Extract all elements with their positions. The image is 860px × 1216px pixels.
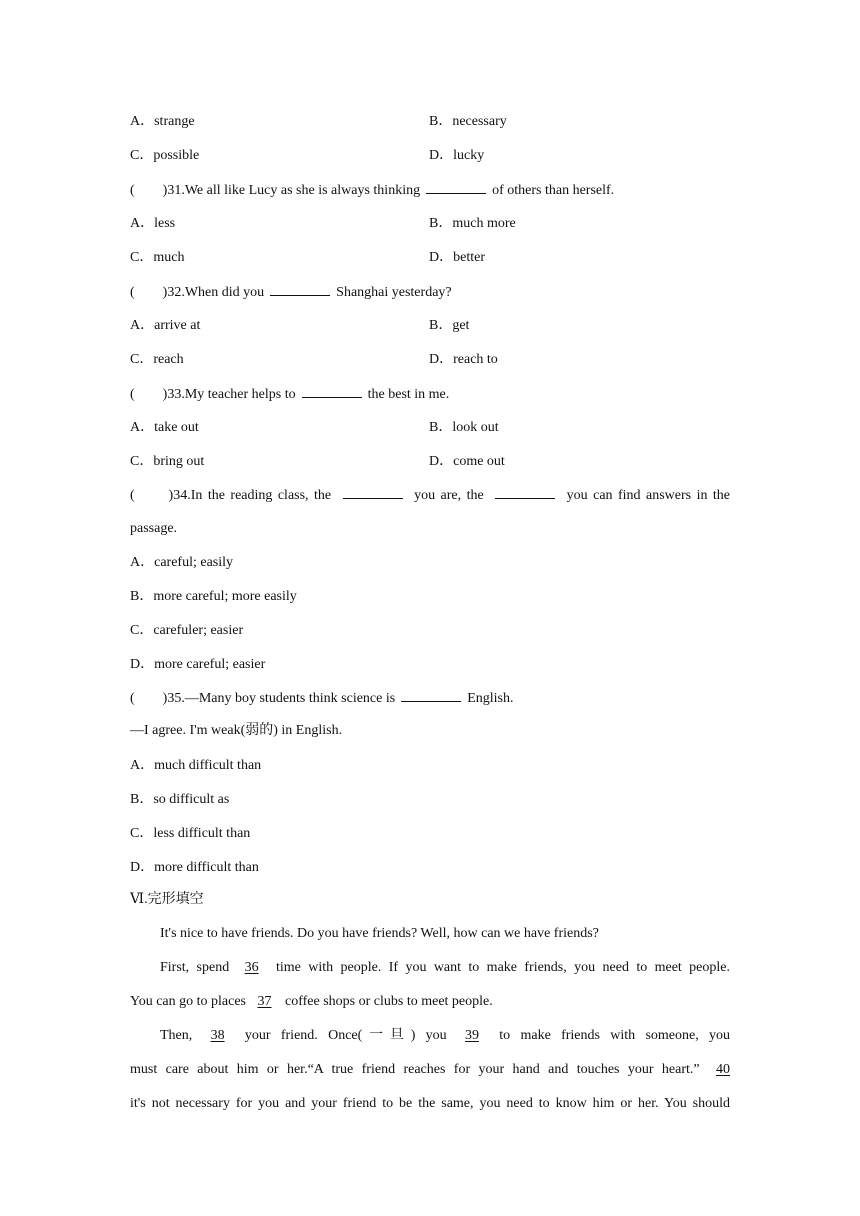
q35-stem-text-a: ( )35.—Many boy students think science is bbox=[130, 691, 396, 706]
q33-option-c[interactable]: C．bring out bbox=[130, 454, 205, 469]
q31-option-d[interactable]: D．better bbox=[429, 250, 485, 265]
cloze-text: must care about him or her.“A true friend reaches for your hand and touches your heart.” bbox=[130, 1062, 700, 1077]
q34-stem-text-b: you are, the bbox=[414, 488, 484, 503]
cloze-paragraph-1: It's nice to have friends. Do you have friends? Well, how can we have friends? bbox=[160, 926, 599, 941]
cloze-paragraph-2-line-2 bbox=[130, 993, 730, 1011]
q34-option-b[interactable]: B．more careful; more easily bbox=[130, 589, 297, 604]
cloze-blank-39[interactable]: 39 bbox=[464, 1028, 479, 1043]
q35-option-c[interactable]: C．less difficult than bbox=[130, 826, 251, 841]
q30-option-a[interactable]: A．strange bbox=[130, 114, 195, 129]
cloze-text: time with people. If you want to make friends, you need to meet people. bbox=[276, 960, 731, 975]
q31-stem bbox=[130, 181, 614, 200]
cloze-blank-37[interactable]: 37 bbox=[257, 994, 272, 1009]
answer-blank bbox=[270, 283, 330, 296]
cloze-blank-38[interactable]: 38 bbox=[210, 1028, 225, 1043]
q31-stem-text-b: of others than herself. bbox=[492, 183, 615, 198]
answer-blank bbox=[426, 181, 486, 194]
q34-stem-text-a: ( )34.In the reading class, the bbox=[130, 488, 332, 503]
q32-stem-text-b: Shanghai yesterday? bbox=[336, 285, 452, 300]
q31-option-b[interactable]: B．much more bbox=[429, 216, 516, 231]
q30-option-c[interactable]: C．possible bbox=[130, 148, 200, 163]
q35-option-d[interactable]: D．more difficult than bbox=[130, 860, 259, 875]
q33-stem-text-a: ( )33.My teacher helps to bbox=[130, 387, 296, 402]
q31-stem-text-a: ( )31.We all like Lucy as she is always thinking bbox=[130, 183, 421, 198]
q31-option-a[interactable]: A．less bbox=[130, 216, 176, 231]
cloze-text: to make friends with someone, you bbox=[499, 1028, 731, 1043]
answer-blank bbox=[343, 486, 403, 499]
cloze-paragraph-2-line-1 bbox=[130, 959, 730, 977]
q34-option-d[interactable]: D．more careful; easier bbox=[130, 657, 266, 672]
q35-stem bbox=[130, 689, 513, 708]
cloze-blank-36[interactable]: 36 bbox=[244, 960, 259, 975]
q34-option-c[interactable]: C．carefuler; easier bbox=[130, 623, 244, 638]
q35-option-a[interactable]: A．much difficult than bbox=[130, 758, 262, 773]
cloze-text: coffee shops or clubs to meet people. bbox=[285, 994, 493, 1009]
answer-blank bbox=[302, 385, 362, 398]
q32-option-c[interactable]: C．reach bbox=[130, 352, 184, 367]
q33-stem-text-b: the best in me. bbox=[367, 387, 450, 402]
answer-blank bbox=[495, 486, 555, 499]
q34-stem-text-c: you can find answers in the bbox=[566, 488, 731, 503]
q33-option-a[interactable]: A．take out bbox=[130, 420, 199, 435]
q33-stem bbox=[130, 385, 449, 404]
q32-option-b[interactable]: B．get bbox=[429, 318, 470, 333]
cloze-paragraph-3-line-2 bbox=[130, 1061, 730, 1079]
cloze-paragraph-3-line-1 bbox=[130, 1027, 730, 1045]
q35-stem-text-b: English. bbox=[467, 691, 514, 706]
answer-blank bbox=[401, 689, 461, 702]
cloze-text: your friend. Once(一旦) you bbox=[244, 1028, 447, 1043]
q30-option-d[interactable]: D．lucky bbox=[429, 148, 485, 163]
q35-reply: —I agree. I'm weak(弱的) in English. bbox=[130, 723, 343, 738]
cloze-paragraph-3-line-3: it's not necessary for you and your friend to be the same, you need to know him or her. You should bbox=[130, 1096, 730, 1111]
q30-option-b[interactable]: B．necessary bbox=[429, 114, 507, 129]
cloze-text: First, spend bbox=[160, 960, 230, 975]
q35-option-b[interactable]: B．so difficult as bbox=[130, 792, 230, 807]
q33-option-b[interactable]: B．look out bbox=[429, 420, 499, 435]
q32-option-a[interactable]: A．arrive at bbox=[130, 318, 201, 333]
q31-option-c[interactable]: C．much bbox=[130, 250, 185, 265]
q34-stem-continued: passage. bbox=[130, 521, 178, 536]
q32-stem bbox=[130, 283, 452, 302]
q32-stem-text-a: ( )32.When did you bbox=[130, 285, 265, 300]
cloze-blank-40[interactable]: 40 bbox=[716, 1062, 730, 1077]
q32-option-d[interactable]: D．reach to bbox=[429, 352, 498, 367]
section-heading: Ⅵ.完形填空 bbox=[130, 892, 204, 907]
cloze-text: Then, bbox=[160, 1028, 193, 1043]
q33-option-d[interactable]: D．come out bbox=[429, 454, 505, 469]
q34-option-a[interactable]: A．careful; easily bbox=[130, 555, 234, 570]
q34-stem bbox=[130, 486, 730, 505]
cloze-text: You can go to places bbox=[130, 994, 247, 1009]
